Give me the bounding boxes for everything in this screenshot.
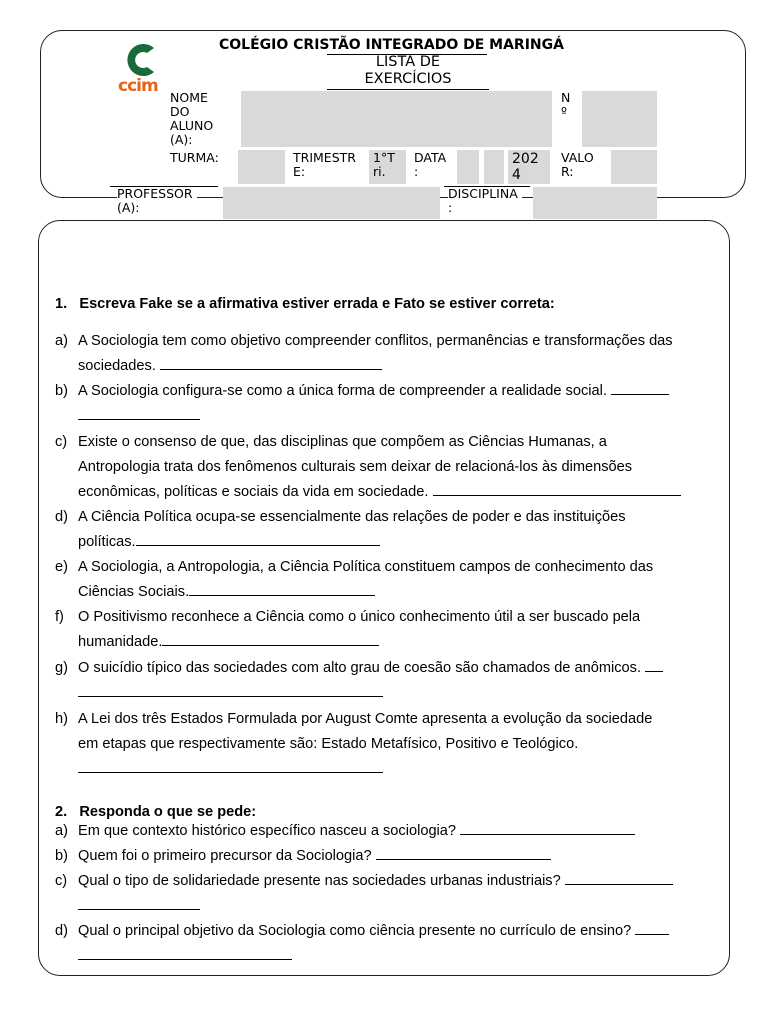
- question-2-heading: 2. Responda o que se pede:: [55, 804, 257, 820]
- answer-line[interactable]: [78, 405, 200, 420]
- data-label: DATA :: [414, 150, 447, 179]
- answer-line[interactable]: [565, 870, 673, 885]
- answer-line[interactable]: [645, 657, 663, 672]
- answer-line[interactable]: [78, 682, 383, 697]
- q1-item-h-letter: h): [55, 711, 68, 727]
- turma-field[interactable]: [238, 150, 285, 184]
- doc-title-line1: LISTA DE: [375, 54, 441, 70]
- answer-line[interactable]: [189, 581, 375, 596]
- professor-field[interactable]: [223, 187, 440, 219]
- q2-item-c: Qual o tipo de solidariedade presente nas sociedades urbanas industriais?: [78, 869, 710, 919]
- q2-item-a-letter: a): [55, 823, 68, 839]
- title-underline: [327, 89, 489, 90]
- turma-label: TURMA:: [170, 150, 219, 165]
- q1-item-d: A Ciência Política ocupa-se essencialmente das relações de poder e das instituições políticas.: [78, 509, 626, 550]
- answer-line[interactable]: [433, 481, 681, 496]
- professor-label: PROFESSOR (A):: [117, 187, 197, 215]
- trimestre-label: TRIMESTR E:: [293, 150, 356, 179]
- q2-item-d-letter: d): [55, 923, 68, 939]
- q1-item-b-letter: b): [55, 383, 68, 399]
- year-field[interactable]: 202 4: [508, 150, 550, 184]
- school-logo: [116, 36, 164, 96]
- answer-line[interactable]: [160, 355, 382, 370]
- q1-item-e-letter: e): [55, 559, 68, 575]
- disciplina-label: DISCIPLINA :: [448, 187, 522, 215]
- answer-line[interactable]: [78, 895, 200, 910]
- q1-item-a-letter: a): [55, 333, 68, 349]
- date-day-field[interactable]: [457, 150, 479, 184]
- school-name: COLÉGIO CRISTÃO INTEGRADO DE MARINGÁ: [219, 37, 564, 53]
- q1-item-c: Existe o consenso de que, das disciplinas que compõem as Ciências Humanas, a Antropologia trata dos fenômenos culturais sem deixar de relacioná-los às dimensões econômicas, políticas e sociais da vida em sociedade.: [78, 430, 710, 505]
- nome-field[interactable]: [241, 91, 552, 147]
- date-month-field[interactable]: [484, 150, 504, 184]
- q1-item-e: A Sociologia, a Antropologia, a Ciência Política constituem campos de conhecimento das Ciências Sociais.: [78, 559, 654, 600]
- q2-item-b: Quem foi o primeiro precursor da Sociologia?: [78, 844, 710, 869]
- answer-line[interactable]: [635, 920, 669, 935]
- q1-item-g: O suicídio típico das sociedades com alto grau de coesão são chamados de anômicos.: [78, 656, 710, 706]
- trimestre-field[interactable]: 1°T ri.: [369, 150, 406, 184]
- q1-item-a: A Sociologia tem como objetivo compreender conflitos, permanências e transformações das sociedades.: [78, 333, 673, 374]
- q2-item-a: Em que contexto histórico específico nasceu a sociologia?: [78, 819, 710, 844]
- numero-field[interactable]: [582, 91, 657, 147]
- q1-item-f: O Positivismo reconhece a Ciência como o único conhecimento útil a ser buscado pela humanidade.: [78, 609, 641, 650]
- valor-label: VALO R:: [561, 150, 594, 179]
- q2-item-b-letter: b): [55, 848, 68, 864]
- answer-line[interactable]: [136, 531, 380, 546]
- q1-item-g-letter: g): [55, 660, 68, 676]
- q1-item-h: A Lei dos três Estados Formulada por August Comte apresenta a evolução da sociedade em etapas que respectivamente são: Estado Metafísico, Positivo e Teológico.: [78, 707, 710, 782]
- answer-line[interactable]: [78, 758, 383, 773]
- q1-item-f-letter: f): [55, 609, 64, 625]
- answer-line[interactable]: [611, 380, 669, 395]
- nome-label: NOME DO ALUNO (A):: [170, 90, 214, 147]
- q1-item-d-letter: d): [55, 509, 68, 525]
- answer-line[interactable]: [78, 945, 292, 960]
- q1-item-b: A Sociologia configura-se como a única forma de compreender a realidade social.: [78, 379, 710, 429]
- answer-line[interactable]: [162, 631, 379, 646]
- question-1-heading: 1. Escreva Fake se a afirmativa estiver errada e Fato se estiver correta:: [55, 296, 555, 312]
- q2-item-d: Qual o principal objetivo da Sociologia como ciência presente no currículo de ensino?: [78, 919, 710, 969]
- answer-line[interactable]: [376, 845, 551, 860]
- q2-item-c-letter: c): [55, 873, 68, 889]
- valor-field[interactable]: [611, 150, 657, 184]
- doc-title-line2: EXERCÍCIOS: [364, 71, 452, 87]
- q1-item-c-letter: c): [55, 434, 68, 450]
- disciplina-field[interactable]: [533, 187, 657, 219]
- answer-line[interactable]: [460, 820, 635, 835]
- numero-label: N º: [561, 90, 571, 119]
- logo-text: ccim: [118, 76, 158, 96]
